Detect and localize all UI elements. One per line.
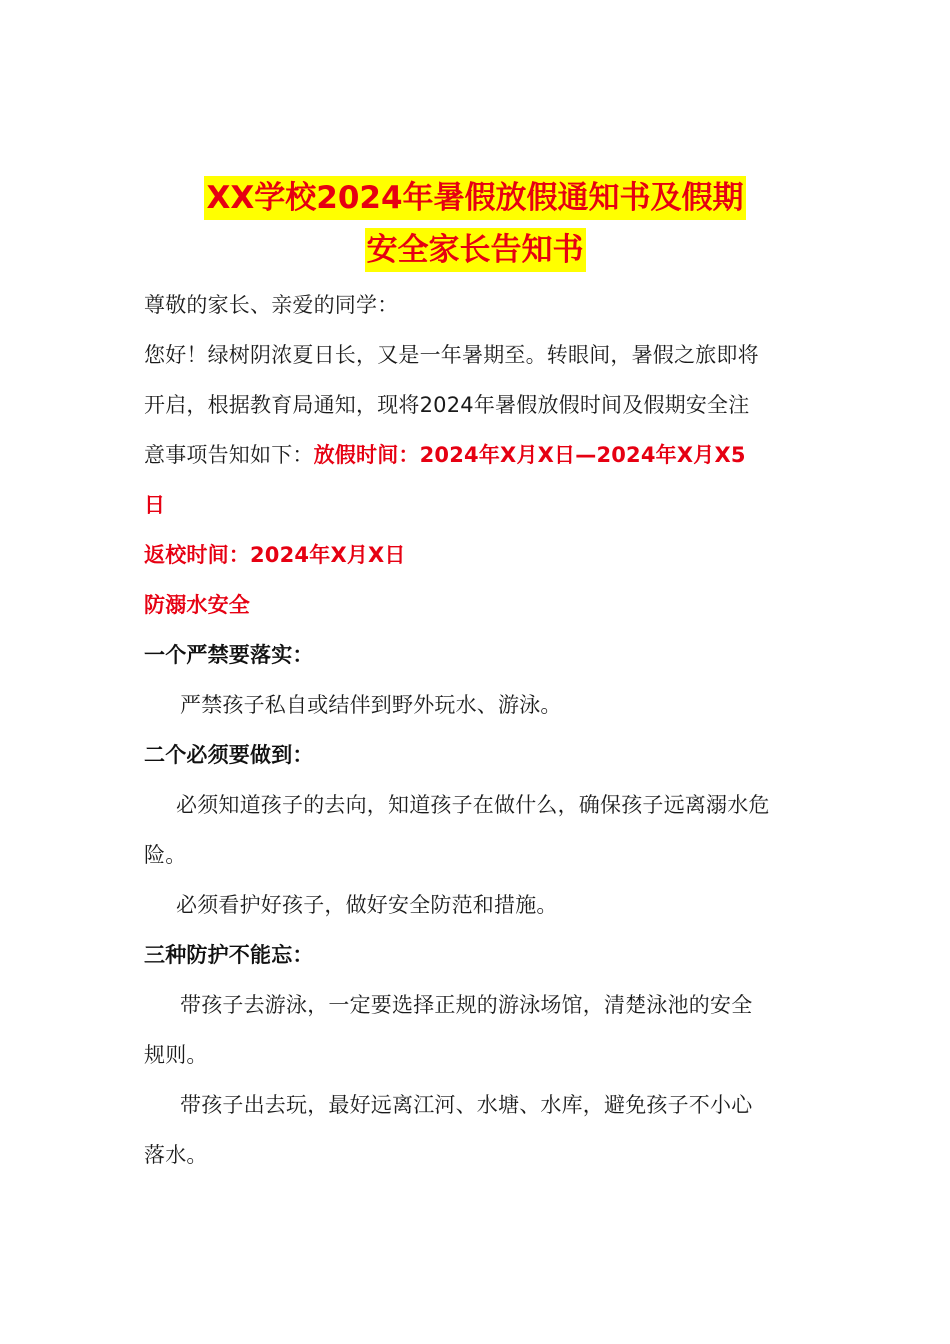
return-time: 返校时间：2024年X月X日 bbox=[144, 543, 406, 567]
document-title bbox=[0, 176, 950, 272]
document-body bbox=[144, 280, 814, 1180]
intro-line-3-text: 意事项告知如下： bbox=[144, 443, 314, 467]
item-heading-3: 三种防护不能忘： bbox=[144, 943, 314, 967]
item-paragraph-3b: 规则。 bbox=[144, 1043, 208, 1067]
item-heading-2: 二个必须要做到： bbox=[144, 743, 314, 767]
section-title: 防溺水安全 bbox=[144, 593, 250, 617]
item-heading-1: 一个严禁要落实： bbox=[144, 643, 314, 667]
title-line-2: 安全家长告知书 bbox=[365, 228, 586, 272]
item-paragraph-3d: 落水。 bbox=[144, 1143, 208, 1167]
title-line-1: XX学校2024年暑假放假通知书及假期 bbox=[204, 176, 745, 220]
vacation-time: 放假时间：2024年X月X日—2024年X月X5 bbox=[313, 443, 746, 467]
item-paragraph-2b: 险。 bbox=[144, 843, 187, 867]
item-paragraph-3a: 带孩子去游泳，一定要选择正规的游泳场馆，清楚泳池的安全 bbox=[180, 993, 753, 1017]
intro-line-1: 您好！绿树阴浓夏日长，又是一年暑期至。转眼间，暑假之旅即将 bbox=[144, 343, 759, 367]
item-paragraph-2c: 必须看护好孩子，做好安全防范和措施。 bbox=[176, 893, 558, 917]
greeting: 尊敬的家长、亲爱的同学： bbox=[144, 293, 399, 317]
item-paragraph-3c: 带孩子出去玩，最好远离江河、水塘、水库，避免孩子不小心 bbox=[180, 1093, 753, 1117]
intro-line-3 bbox=[144, 430, 814, 480]
item-paragraph-2a: 必须知道孩子的去向，知道孩子在做什么，确保孩子远离溺水危 bbox=[176, 793, 770, 817]
item-paragraph-1: 严禁孩子私自或结伴到野外玩水、游泳。 bbox=[180, 693, 562, 717]
vacation-time-continued: 日 bbox=[144, 493, 166, 517]
intro-line-2: 开启，根据教育局通知，现将2024年暑假放假时间及假期安全注 bbox=[144, 393, 750, 417]
